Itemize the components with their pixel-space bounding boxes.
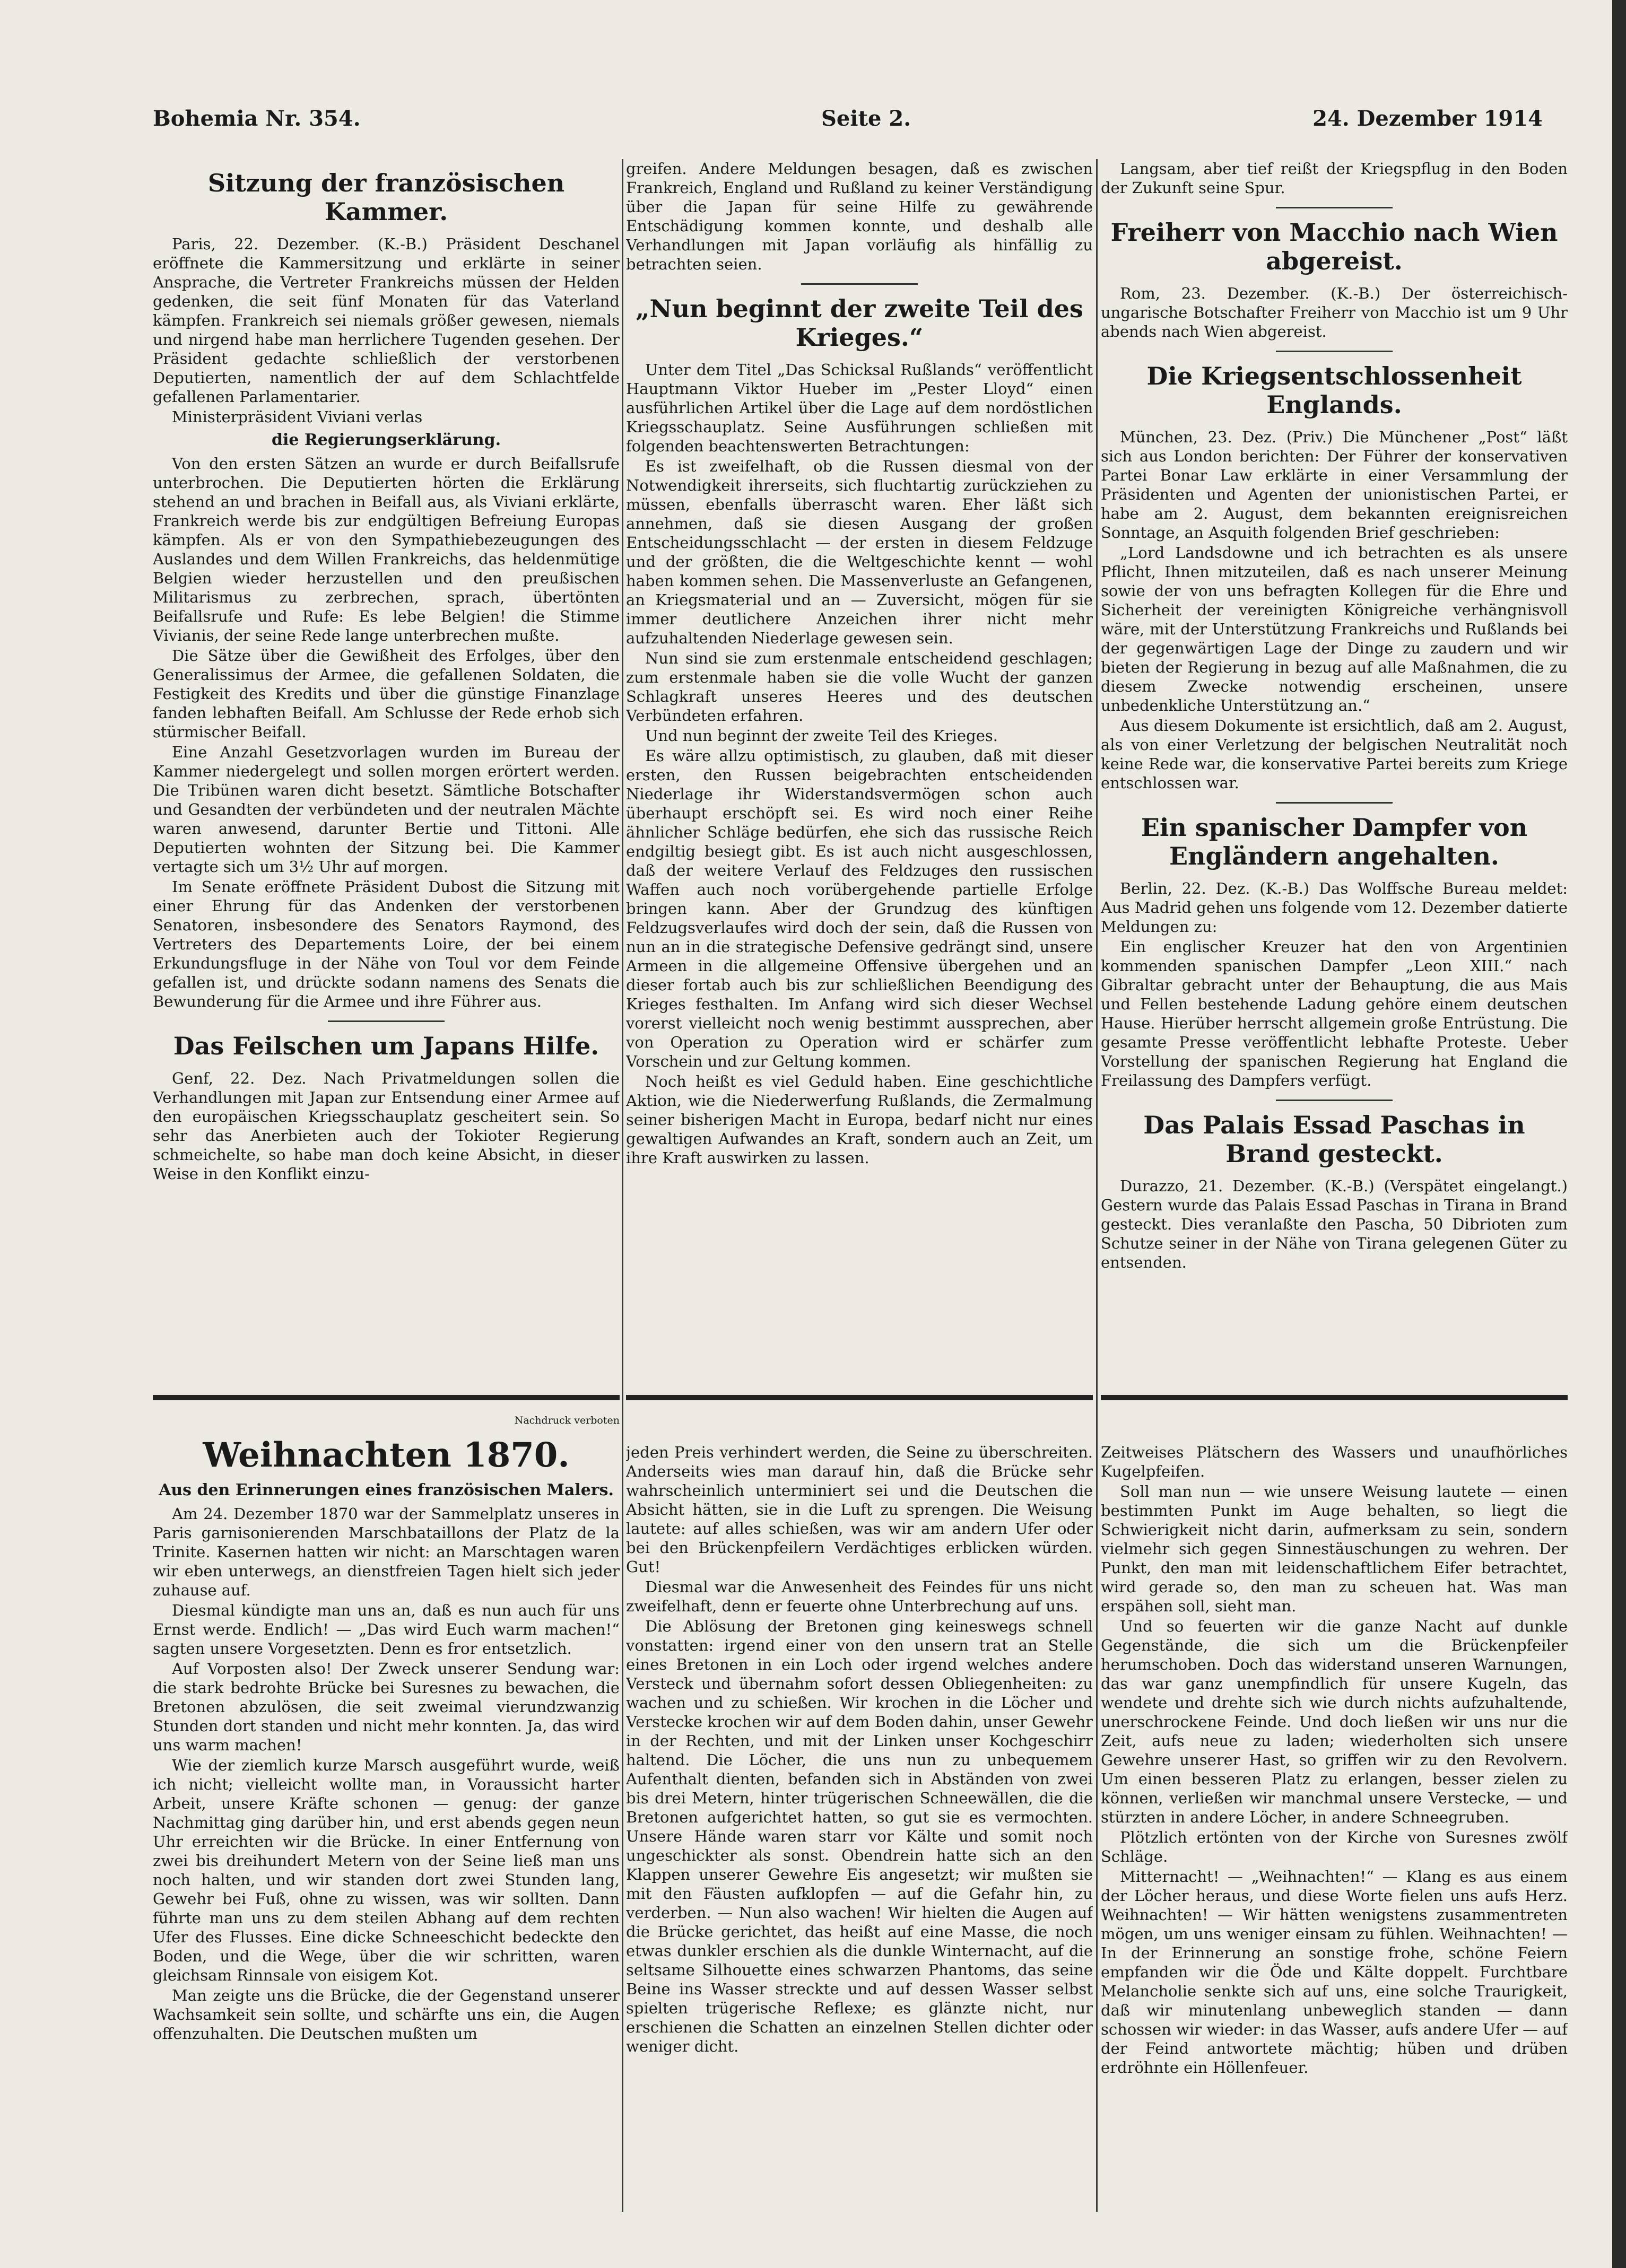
paragraph: Noch heißt es viel Geduld haben. Eine geschichtliche Aktion, wie die Niederwerfung Rußlands, die Zermalmung seiner bisherigen Macht in Europa, bedarf nicht nur eines gewaltigen Aufwandes an Kraft, sondern auch an Zeit, um ihre Kraft auswirken zu lassen. bbox=[626, 1072, 1093, 1167]
page-header bbox=[153, 106, 1543, 143]
paragraph: Berlin, 22. Dez. (K.-B.) Das Wolffsche Bureau meldet: Aus Madrid gehen uns folgende vom 12. Dezember datierte Meldungen zu: bbox=[1101, 879, 1568, 936]
paragraph: Plötzlich ertönten von der Kirche von Suresnes zwölf Schläge. bbox=[1101, 1828, 1568, 1865]
paragraph: Die Ablösung der Bretonen ging keineswegs schnell vonstatten: irgend einer von den unsern trat an Stelle eines Bretonen in ein Loch oder irgend welches andere Versteck und übernahm sofort dessen Obliegenheiten: zu wachen und zu schießen. Wir krochen in die Löcher und Verstecke krochen wir auf dem Boden dahin, unser Gewehr in der Rechten, und mit der Linken unser Kochgeschirr haltend. Die Löcher, die uns nun zu unbequemem Aufenthalt dienten, befanden sich in Abständen von zwei bis drei Metern, hinter trügerischen Schneewällen, die die Bretonen aufgerichtet hatten, so gut sie es vermochten. Unsere Hände waren starr vor Kälte und somit noch ungeschickter als sonst. Obendrein hatte sich an den Klappen unserer Gewehre Eis angesetzt; wir mußten sie mit den Fäusten aufklopfen — auf die Gefahr hin, zu verderben. — Nun also wachen! Wir hielten die Augen auf die Brücke gerichtet, das heißt auf eine Masse, die noch etwas dunkler erschien als die dunkle Winternacht, auf die seltsame Silhouette eines schwarzen Phantoms, das seine Beine ins Wasser streckte und auf dessen Wasser selbst spielten trügerische Reflexe; es glänzte nicht, nur erschienen die Schatten an einzelnen Stellen dichter oder weniger dicht. bbox=[626, 1617, 1093, 2055]
feuilleton-title: Weihnachten 1870. bbox=[203, 1435, 570, 1475]
separator bbox=[1276, 351, 1393, 352]
page-number: Seite 2. bbox=[821, 106, 911, 131]
paragraph: Unter dem Titel „Das Schicksal Rußlands“ veröffentlicht Hauptmann Viktor Hueber im „Pester Lloyd“ einen ausführlichen Artikel über die Lage auf dem nordöstlichen Kriegsschauplatz. Seine Ausführungen schließen mit folgenden beachtenswerten Betrachtungen: bbox=[626, 361, 1093, 455]
paragraph: Diesmal kündigte man uns an, daß es nun auch für uns Ernst werde. Endlich! — „Das wird Euch warm machen!“ sagten unsere Vorgesetzten. Denn es fror entsetzlich. bbox=[153, 1601, 620, 1658]
separator bbox=[328, 1020, 445, 1022]
paragraph: greifen. Andere Meldungen besagen, daß es zwischen Frankreich, England und Rußland zu keiner Verständigung über die Japan für seine Hilfe zu gewährende Entschädigung kommen konnte, und deshalb alle Verhandlungen mit Japan vorläufig als hinfällig zu betrachten seien. bbox=[626, 160, 1093, 273]
paragraph: Man zeigte uns die Brücke, die der Gegenstand unserer Wachsamkeit sein sollte, und schärfte uns ein, die Augen offenzuhalten. Die Deutschen mußten um bbox=[153, 1986, 620, 2043]
paragraph: Aus diesem Dokumente ist ersichtlich, daß am 2. August, als von einer Verletzung der belgischen Neutralität noch keine Rede war, die konservative Partei bereits zum Kriege entschlossen war. bbox=[1101, 717, 1568, 792]
feuilleton-rule bbox=[626, 1395, 1093, 1400]
column-rule bbox=[622, 159, 623, 2212]
feuilleton-rule bbox=[1101, 1395, 1568, 1400]
paragraph: „Lord Landsdowne und ich betrachten es als unsere Pflicht, Ihnen mitzuteilen, daß es nach unserer Meinung sowie der von uns befragten Kollegen für die Ehre und Sicherheit der vereinigten Königreiche verhängnisvoll wäre, mit der Unterstützung Frankreichs und Rußlands bei der gegenwärtigen Lage der Dinge zu zaudern und wir bieten der Regierung in bezug auf alle Maßnahmen, die zu diesem Zwecke notwendig erscheinen, unsere unbedenkliche Unterstützung an.“ bbox=[1101, 544, 1568, 714]
paragraph: Und so feuerten wir die ganze Nacht auf dunkle Gegenstände, die sich um die Brückenpfeiler herumschoben. Doch das widerstand unseren Warnungen, das war ganz unempfindlich für unsere Kugeln, das wendete und drehte sich wie durch nichts aufzuhaltende, unerschrockene Feinde. Und doch ließen wir uns nur die Zeit, aufs neue zu laden; wiederholten sich unsere Gewehre unserer Hast, so griffen wir zu den Revolvern. Um einen besseren Platz zu erlangen, besser zielen zu können, verließen wir manchmal unsere Verstecke, — und stürzten in andere Löcher, in andere Schneegruben. bbox=[1101, 1617, 1568, 1826]
column-1 bbox=[153, 159, 620, 1432]
column-2 bbox=[626, 159, 1093, 1432]
feuilleton-subtitle: Aus den Erinnerungen eines französischen Malers. bbox=[159, 1481, 614, 1499]
feuilleton-column-3 bbox=[1101, 1443, 1568, 2212]
article-title: Die Kriegsentschlossenheit Englands. bbox=[1146, 362, 1522, 419]
article-title: Freiherr von Macchio nach Wien abgereist. bbox=[1110, 218, 1558, 275]
feuilleton-column-2 bbox=[626, 1443, 1093, 2212]
paragraph: München, 23. Dez. (Priv.) Die Münchener „Post“ läßt sich aus London berichten: Der Führer der konservativen Partei Bonar Law erklärte in einer Versammlung der Präsidenten und Agenten der unionistischen Partei, er habe am 2. August, dem bekannten ereignisreichen Sonntage, an Asquith folgenden Brief geschrieben: bbox=[1101, 428, 1568, 542]
article-title: Ein spanischer Dampfer von Engländern angehalten. bbox=[1141, 813, 1528, 870]
scan-edge bbox=[1612, 0, 1626, 2268]
column-rule bbox=[1096, 159, 1098, 2212]
article-title: Sitzung der französischen Kammer. bbox=[207, 169, 565, 226]
separator bbox=[1276, 1100, 1393, 1101]
paragraph: Rom, 23. Dezember. (K.-B.) Der österreichisch-ungarische Botschafter Freiherr von Macchio ist um 9 Uhr abends nach Wien abgereist. bbox=[1101, 284, 1568, 341]
paragraph: Paris, 22. Dezember. (K.-B.) Präsident Deschanel eröffnete die Kammersitzung und erklärte in seiner Ansprache, die Vertreter Frankreichs müssen der Helden gedenken, die seit fünf Monaten für das Vaterland kämpfen. Frankreich sei niemals größer gewesen, niemals und nirgend habe man herrlichere Tugenden gesehen. Der Präsident gedachte schließlich der verstorbenen Deputierten, namentlich der auf dem Schlachtfelde gefallenen Parlamentarier. bbox=[153, 235, 620, 406]
feuilleton-rule bbox=[153, 1395, 620, 1400]
issue-date: 24. Dezember 1914 bbox=[1312, 106, 1543, 131]
separator bbox=[801, 283, 918, 285]
article-title: „Nun beginnt der zweite Teil des Krieges.“ bbox=[636, 294, 1083, 352]
paragraph: Mitternacht! — „Weihnachten!“ — Klang es aus einem der Löcher heraus, und diese Worte fielen uns aufs Herz. Weihnachten! — Wir hätten wenigstens zusammentreten mögen, um uns weniger einsam zu fühlen. Weihnachten! — In der Erinnerung an sonstige frohe, schöne Feiern empfanden wir die Öde und Kälte doppelt. Furchtbare Melancholie senkte sich auf uns, eine solche Traurigkeit, daß wir minutenlang unbeweglich standen — dann schossen wir wieder: in das Wasser, aufs andere Ufer — auf der Feind antwortete mächtig; hüben und drüben erdröhnte ein Höllenfeuer. bbox=[1101, 1868, 1568, 2077]
reprint-notice: Nachdruck verboten bbox=[514, 1415, 620, 1426]
paragraph: Diesmal war die Anwesenheit des Feindes für uns nicht zweifelhaft, denn er feuerte ohne Unterbrechung auf uns. bbox=[626, 1578, 1093, 1615]
paragraph: Eine Anzahl Gesetzvorlagen wurden im Bureau der Kammer niedergelegt und sollen morgen erörtert werden. Die Tribünen waren dicht besetzt. Sämtliche Botschafter und Gesandten der verbündeten und der neutralen Mächte waren anwesend, darunter Bertie und Tittoni. Alle Deputierten wohnten der Sitzung bei. Die Kammer vertagte sich um 3½ Uhr auf morgen. bbox=[153, 743, 620, 876]
column-3 bbox=[1101, 159, 1568, 1432]
paragraph: Und nun beginnt der zweite Teil des Krieges. bbox=[645, 727, 998, 745]
paragraph: Auf Vorposten also! Der Zweck unserer Sendung war: die stark bedrohte Brücke bei Suresnes zu bewachen, die Bretonen abzulösen, die seit zweimal vierundzwanzig Stunden dort standen und nicht mehr konnten. Ja, das wird uns warm machen! bbox=[153, 1660, 620, 1754]
paragraph: Die Sätze über die Gewißheit des Erfolges, über den Generalissimus der Armee, die gefallenen Soldaten, die Festigkeit des Kredits und über die günstige Finanzlage fanden lebhaften Beifall. Am Schlusse der Rede erhob sich stürmischer Beifall. bbox=[153, 647, 620, 741]
paragraph: Durazzo, 21. Dezember. (K.-B.) (Verspätet eingelangt.) Gestern wurde das Palais Essad Paschas in Tirana in Brand gesteckt. Dies veranlaßte den Pascha, 50 Dibrioten zum Schutze seiner in der Nähe von Tirana gelegenen Güter zu entsenden. bbox=[1101, 1177, 1568, 1271]
paragraph: Es wäre allzu optimistisch, zu glauben, daß mit dieser ersten, den Russen beigebrachten entscheidenden Niederlage ihr Widerstandsvermögen schon auch überhaupt erschöpft sei. Es wird noch einer Reihe ähnlicher Schläge bedürfen, ehe sich das russische Reich endgiltig besiegt gibt. Es ist auch nicht ausgeschlossen, daß der weitere Verlauf des Feldzuges den russischen Waffen auch noch vorübergehende partielle Erfolge bringen kann. Aber der Grundzug des künftigen Feldzugsverlaufes wird doch der sein, daß die Russen von nun an in die strategische Defensive gedrängt sind, unsere Armeen in die allgemeine Offensive übergehen und an dieser fortab auch bis zur schließlichen Beendigung des Krieges festhalten. Im Anfang wird sich dieser Wechsel vorerst vielleicht noch wenig bestimmt aussprechen, aber von Operation zu Operation wird er schärfer zum Vorschein und zur Geltung kommen. bbox=[626, 747, 1093, 1070]
paragraph: Nun sind sie zum erstenmale entscheidend geschlagen; zum erstenmale haben sie die volle Wucht der ganzen Schlagkraft unseres Heeres und des deutschen Verbündeten erfahren. bbox=[626, 649, 1093, 725]
paragraph: Langsam, aber tief reißt der Kriegspflug in den Boden der Zukunft seine Spur. bbox=[1101, 160, 1568, 197]
separator bbox=[1276, 802, 1393, 804]
article-title: Das Feilschen um Japans Hilfe. bbox=[173, 1032, 599, 1060]
article-title: Das Palais Essad Paschas in Brand gesteckt. bbox=[1143, 1111, 1525, 1168]
paragraph: Wie der ziemlich kurze Marsch ausgeführt wurde, weiß ich nicht; vielleicht wollte man, in Voraussicht harter Arbeit, unsere Kräfte schonen — genug: der ganze Nachmittag ging darüber hin, und erst abends gegen neun Uhr erreichten wir die Brücke. In einer Entfernung von zwei bis dreihundert Metern von der Seine ließ man uns noch halten, und wir standen dort zwei Stunden lang, Gewehr bei Fuß, ohne zu wissen, was wir sollten. Dann führte man uns zu dem steilen Abhang auf dem rechten Ufer des Flusses. Eine dicke Schneeschicht bedeckte den Boden, und die Wege, über die wir schritten, waren gleichsam Rinnsale von eisigem Kot. bbox=[153, 1756, 620, 1984]
paragraph: Am 24. Dezember 1870 war der Sammelplatz unseres in Paris garnisonierenden Marschbataillons der Platz de la Trinite. Kasernen hatten wir nicht: an Marschtagen waren wir eben unterwegs, an dienstfreien Tagen hielt sich jeder zuhause auf. bbox=[153, 1505, 620, 1599]
feuilleton-column-1 bbox=[153, 1411, 620, 2212]
subheading: die Regierungserklärung. bbox=[271, 431, 501, 449]
paragraph: Im Senate eröffnete Präsident Dubost die Sitzung mit einer Ehrung für das Andenken der verstorbenen Senatoren, insbesondere des Senators Raymond, des Vertreters des Departements Loire, der bei einem Erkundungsfluge in der Nähe von Toul vor dem Feinde gefallen ist, und drückte sodann namens des Senats die Bewunderung für die Armee und ihre Führer aus. bbox=[153, 878, 620, 1010]
paragraph: Genf, 22. Dez. Nach Privatmeldungen sollen die Verhandlungen mit Japan zur Entsendung einer Armee auf den europäischen Kriegsschauplatz gescheitert sein. So sehr das Anerbieten auch der Tokioter Regierung schmeichelte, so habe man doch keine Absicht, in dieser Weise in den Konflikt einzu- bbox=[153, 1069, 620, 1183]
paragraph: Ein englischer Kreuzer hat den von Argentinien kommenden spanischen Dampfer „Leon XIII.“ nach Gibraltar gebracht unter der Behauptung, die aus Mais und Fellen bestehende Ladung gehöre einem deutschen Hause. Hierüber herrscht allgemein große Entrüstung. Die gesamte Presse veröffentlicht lebhafte Proteste. Ueber Vorstellung der spanischen Regierung hat England die Freilassung des Dampfers verfügt. bbox=[1101, 938, 1568, 1089]
paragraph: Zeitweises Plätschern des Wassers und unaufhörliches Kugelpfeifen. bbox=[1101, 1443, 1568, 1480]
paragraph: jeden Preis verhindert werden, die Seine zu überschreiten. Anderseits wies man darauf hin, daß die Brücke sehr wahrscheinlich unterminiert sei und die Deutschen die Absicht hätten, sie in die Luft zu sprengen. Die Weisung lautete: auf alles schießen, was wir am andern Ufer oder bei den Brückenpfeilern Verdächtiges erblicken würden. Gut! bbox=[626, 1443, 1093, 1576]
paragraph: Soll man nun — wie unsere Weisung lautete — einen bestimmten Punkt im Auge behalten, so liegt die Schwierigkeit nicht darin, aufmerksam zu sein, sondern vielmehr sich gegen Sinnestäuschungen zu wehren. Der Punkt, den man mit leidenschaftlichem Eifer betrachtet, wird gerade so, den man zu scheuen hat. Was man erspähen soll, sieht man. bbox=[1101, 1482, 1568, 1615]
paragraph: Ministerpräsident Viviani verlas bbox=[172, 408, 423, 426]
paper-issue: Bohemia Nr. 354. bbox=[153, 106, 361, 131]
separator bbox=[1276, 207, 1393, 208]
paragraph: Es ist zweifelhaft, ob die Russen diesmal von der Notwendigkeit ihrerseits, sich fluchtartig zurückziehen zu müssen, ebenfalls überrascht waren. Eher läßt sich annehmen, daß sie diesen Ausgang der großen Entscheidungsschlacht — der ersten in diesem Feldzuge und der größten, die die Weltgeschichte kennt — wohl haben kommen sehen. Die Massenverluste an Gefangenen, an Kriegsmaterial und an — Zuversicht, mögen für sie immer deutlichere Anzeichen ihrer nicht mehr aufzuhaltenden Niederlage gewesen sein. bbox=[626, 457, 1093, 647]
paragraph: Von den ersten Sätzen an wurde er durch Beifallsrufe unterbrochen. Die Deputierten hörten die Erklärung stehend an und brachen in Beifall aus, als Viviani erklärte, Frankreich werde bis zur endgültigen Befreiung Europas kämpfen. Als er von den Sympathiebezeugungen des Auslandes und dem Willen Frankreichs, das heldenmütige Belgien wieder herzustellen und den preußischen Militarismus zu zerbrechen, sprach, übertönten Beifallsrufe und Rufe: Es lebe Belgien! die Stimme Vivianis, der seine Rede lange unterbrechen mußte. bbox=[153, 455, 620, 644]
